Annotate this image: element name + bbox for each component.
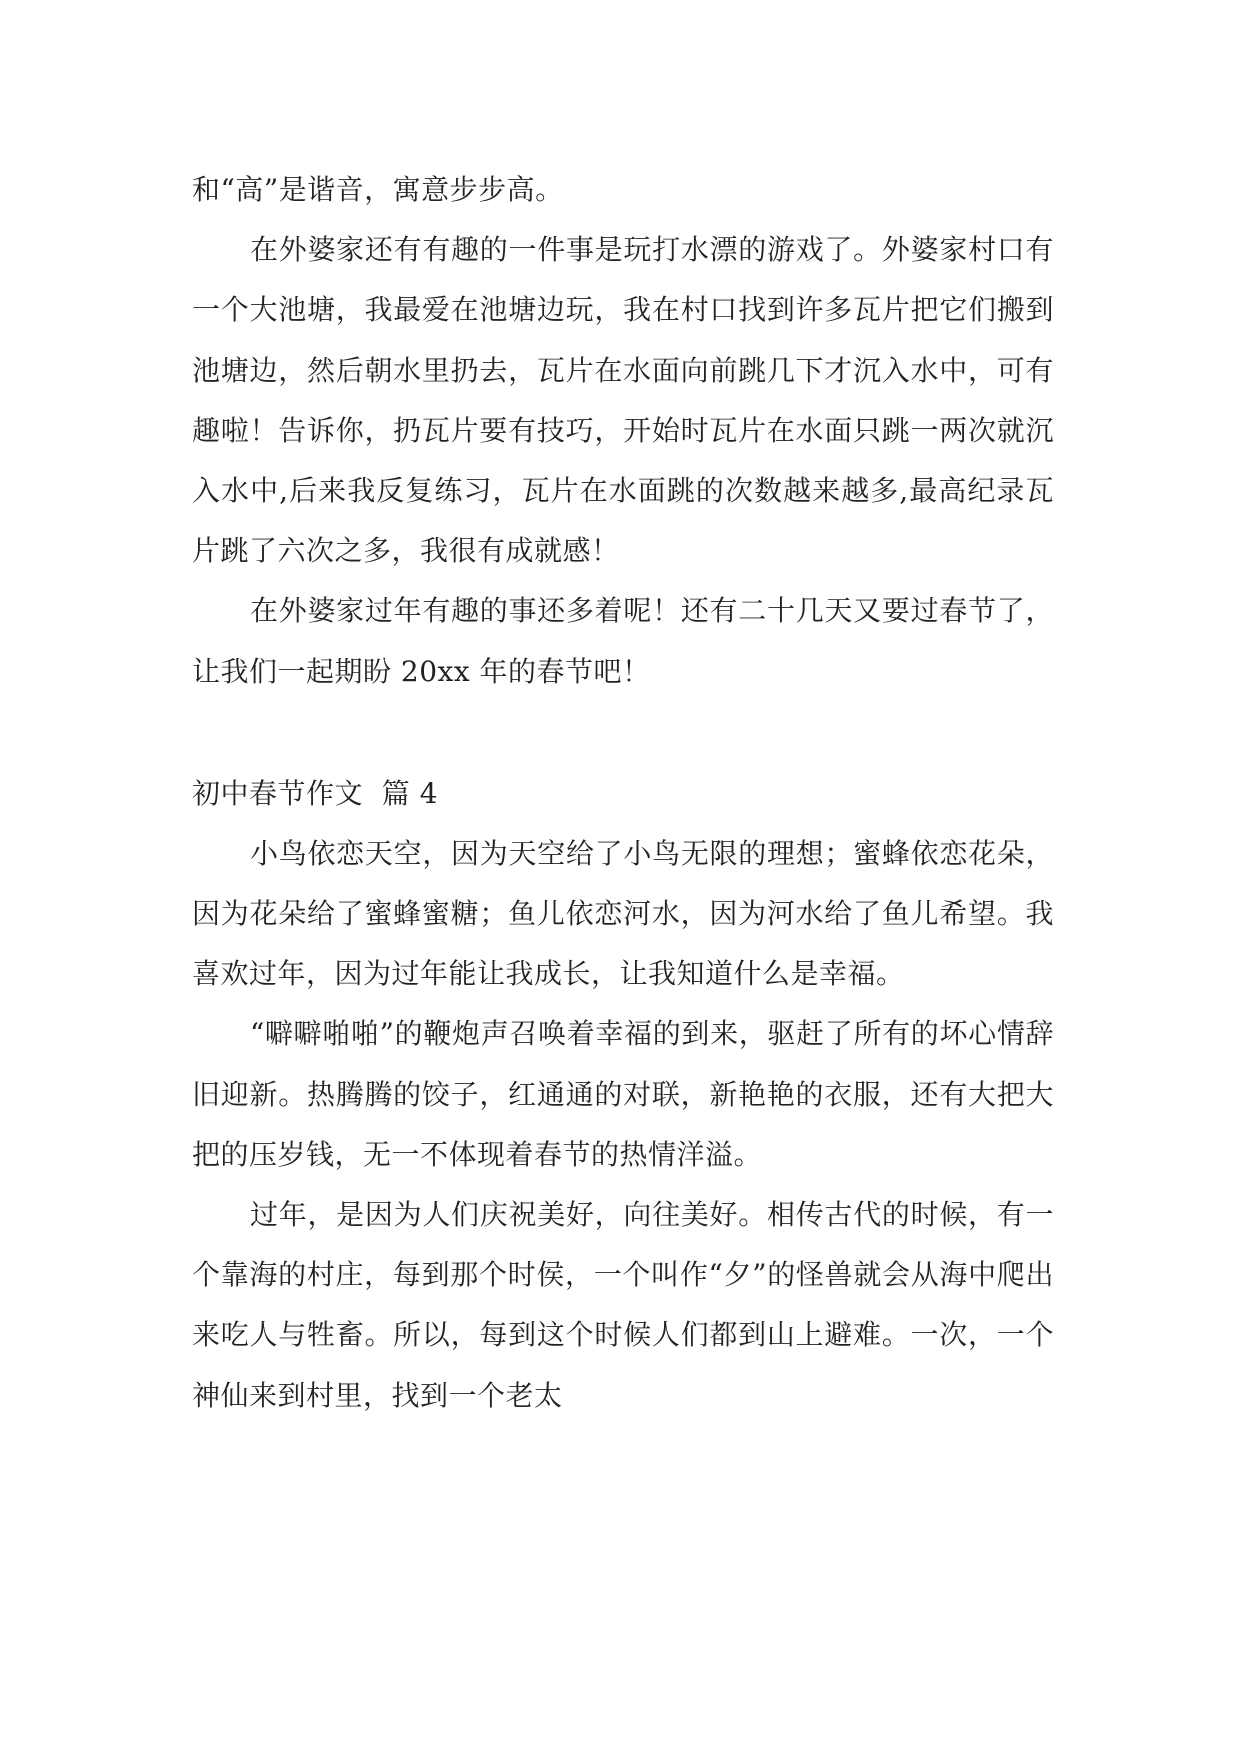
paragraph-4: 小鸟依恋天空，因为天空给了小鸟无限的理想；蜜蜂依恋花朵，因为花朵给了蜜蜂蜜糖；鱼儿依恋河水，因为河水给了鱼儿希望。我喜欢过年，因为过年能让我成长，让我知道什么是幸福。 (192, 836, 1054, 991)
paragraph-1: 和“高”是谐音，寓意步步高。 (192, 173, 564, 206)
paragraph-2: 在外婆家还有有趣的一件事是玩打水漂的游戏了。外婆家村口有一个大池塘，我最爱在池塘边玩，我在村口找到许多瓦片把它们搬到池塘边，然后朝水里扔去，瓦片在水面向前跳几下才沉入水中，可有趣啦！告诉你，扔瓦片要有技巧，开始时瓦片在水面只跳一两次就沉入水中,后来我反复练习，瓦片在水面跳的次数越来越多,最高纪录瓦片跳了六次之多，我很有成就感！ (192, 233, 1054, 568)
paragraph-5: “噼噼啪啪”的鞭炮声召唤着幸福的到来，驱赶了所有的坏心情辞旧迎新。热腾腾的饺子，红通通的对联，新艳艳的衣服，还有大把大把的压岁钱，无一不体现着春节的热情洋溢。 (192, 1017, 1054, 1171)
paragraph-6: 过年，是因为人们庆祝美好，向往美好。相传古代的时候，有一个靠海的村庄，每到那个时侯，一个叫作“夕”的怪兽就会从海中爬出来吃人与牲畜。所以，每到这个时候人们都到山上避难。一次，一个神仙来到村里，找到一个老太 (192, 1198, 1054, 1412)
section-heading: 初中春节作文 篇 4 (192, 776, 439, 810)
document-body (192, 160, 1054, 1426)
paragraph-3: 在外婆家过年有趣的事还多着呢！还有二十几天又要过春节了，让我们一起期盼 20xx 年的春节吧！ (192, 594, 1054, 688)
